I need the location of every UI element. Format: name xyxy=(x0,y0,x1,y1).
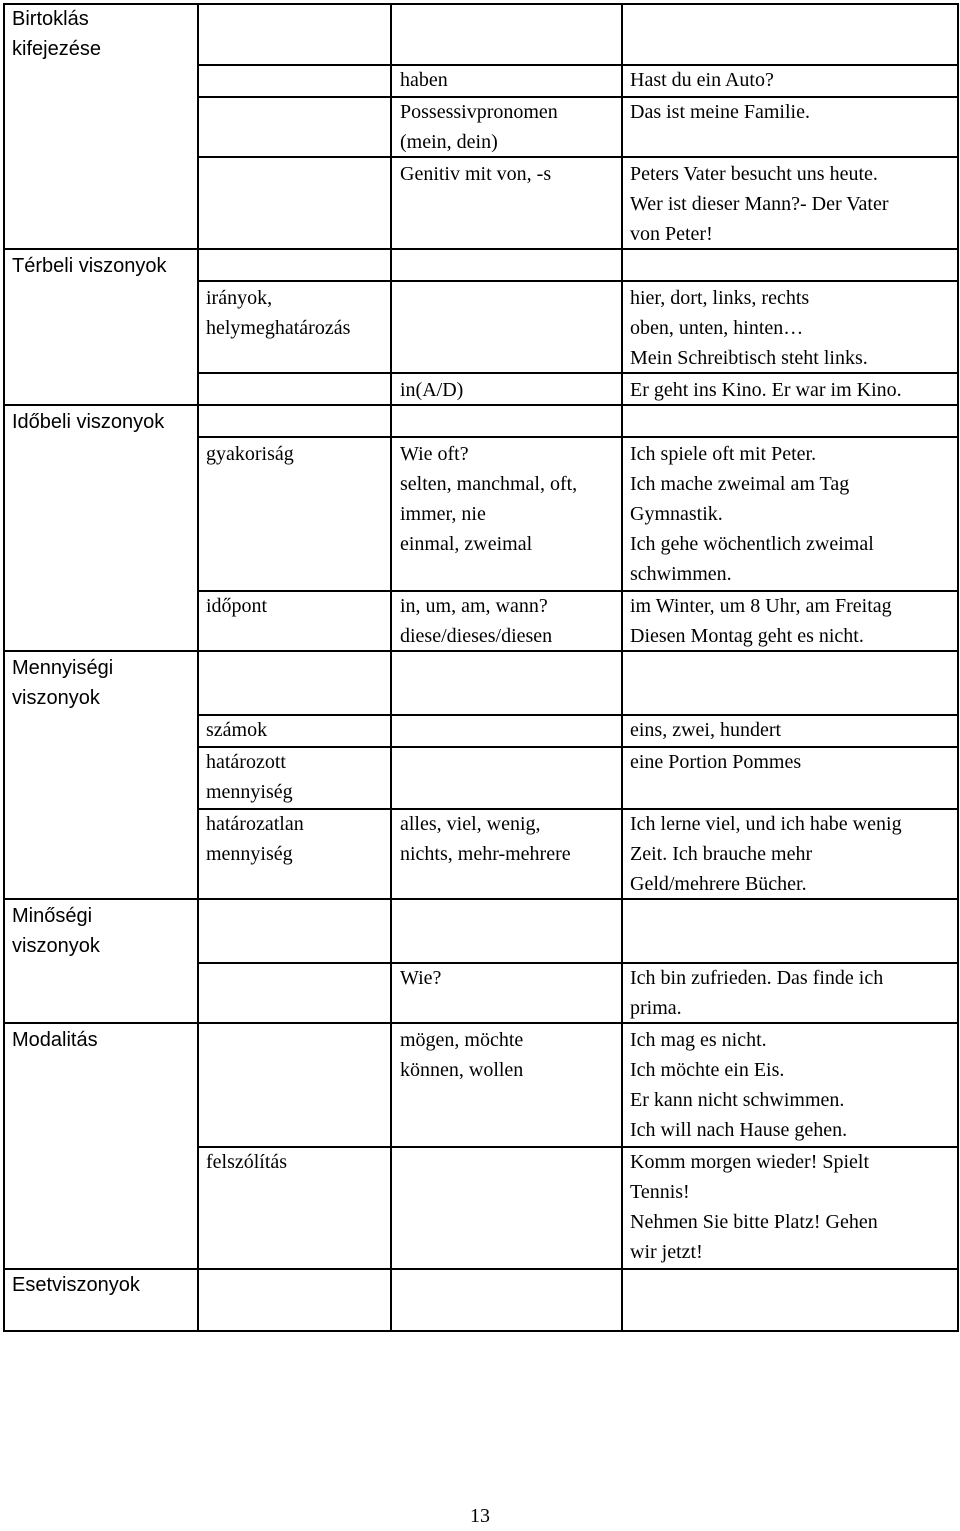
grammar-cell: mögen, möchte können, wollen xyxy=(400,1029,524,1081)
section-heading: Esetviszonyok xyxy=(12,1274,140,1296)
example-cell: Ich mag es nicht. Ich möchte ein Eis. Er kann nicht schwimmen. Ich will nach Hause gehen. xyxy=(630,1029,848,1141)
grammar-cell: Genitiv mit von, -s xyxy=(400,163,552,185)
subcategory-cell: számok xyxy=(206,719,268,741)
example-cell: eins, zwei, hundert xyxy=(630,719,782,741)
grammar-cell: Wie? xyxy=(400,967,442,989)
grammar-cell: Wie oft? selten, manchmal, oft, immer, nie einmal, zweimal xyxy=(400,443,578,555)
example-cell: Er geht ins Kino. Er war im Kino. xyxy=(630,379,902,401)
subcategory-cell: határozatlan mennyiség xyxy=(206,813,304,865)
section-heading: Modalitás xyxy=(12,1029,98,1051)
column-divider xyxy=(390,3,392,1332)
column-divider xyxy=(621,3,623,1332)
section-heading: Térbeli viszonyok xyxy=(12,255,167,277)
subcategory-cell: határozott mennyiség xyxy=(206,751,293,803)
column-divider xyxy=(197,3,199,1332)
section-heading: Minőségi viszonyok xyxy=(12,905,100,957)
section-heading: Időbeli viszonyok xyxy=(12,411,165,433)
grammar-cell: haben xyxy=(400,69,448,91)
example-cell: Hast du ein Auto? xyxy=(630,69,774,91)
row-divider xyxy=(197,436,959,438)
example-cell: Ich lerne viel, und ich habe wenig Zeit. Ich brauche mehr Geld/mehrere Bücher. xyxy=(630,813,902,895)
grammar-cell: in(A/D) xyxy=(400,379,464,401)
section-heading: Mennyiségi viszonyok xyxy=(12,657,114,709)
grammar-cell: Possessivpronomen (mein, dein) xyxy=(400,101,558,153)
example-cell: Ich bin zufrieden. Das finde ich prima. xyxy=(630,967,884,1019)
example-cell: Komm morgen wieder! Spielt Tennis! Nehmen Sie bitte Platz! Gehen wir jetzt! xyxy=(630,1151,878,1263)
page-number: 13 xyxy=(470,1505,490,1527)
example-cell: eine Portion Pommes xyxy=(630,751,802,773)
subcategory-cell: gyakoriság xyxy=(206,443,294,465)
example-cell: Peters Vater besucht uns heute. Wer ist dieser Mann?- Der Vater von Peter! xyxy=(630,163,889,245)
subcategory-cell: időpont xyxy=(206,595,268,617)
subcategory-cell: felszólítás xyxy=(206,1151,288,1173)
section-heading: Birtoklás kifejezése xyxy=(12,8,101,60)
example-cell: Ich spiele oft mit Peter. Ich mache zweimal am Tag Gymnastik. Ich gehe wöchentlich zweimal schwimmen. xyxy=(630,443,874,585)
grammar-cell: in, um, am, wann? diese/dieses/diesen xyxy=(400,595,553,647)
grammar-cell: alles, viel, wenig, nichts, mehr-mehrere xyxy=(400,813,571,865)
example-cell: Das ist meine Familie. xyxy=(630,101,810,123)
example-cell: hier, dort, links, rechts oben, unten, hinten… Mein Schreibtisch steht links. xyxy=(630,287,868,369)
subcategory-cell: irányok, helymeghatározás xyxy=(206,287,351,339)
example-cell: im Winter, um 8 Uhr, am Freitag Diesen Montag geht es nicht. xyxy=(630,595,892,647)
row-divider xyxy=(197,280,959,282)
